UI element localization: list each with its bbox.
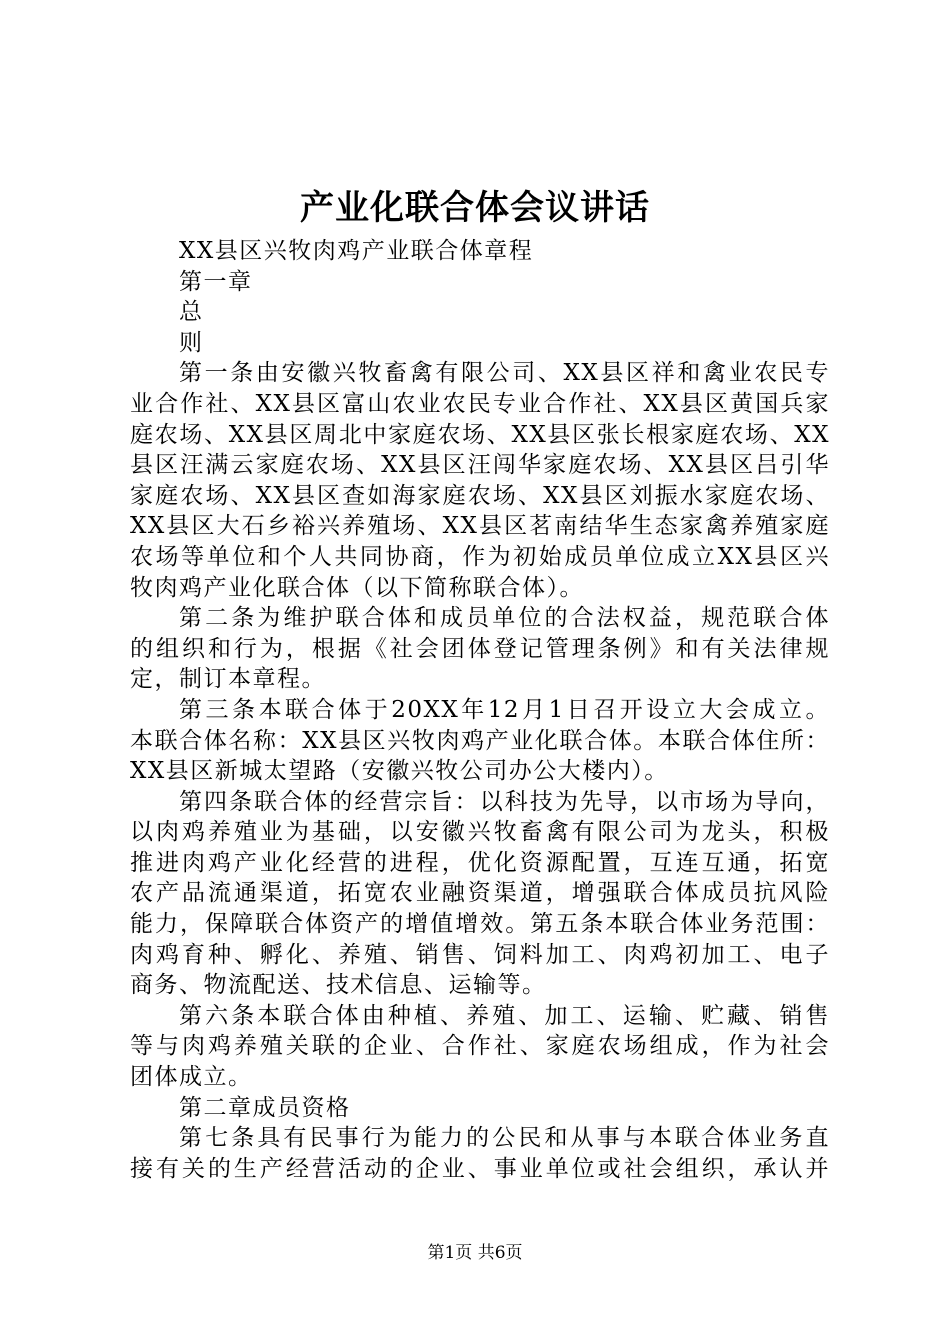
text-line: 第二条为维护联合体和成员单位的合法权益，规范联合体: [179, 605, 830, 632]
page-footer: 第1页 共6页: [427, 1243, 523, 1263]
text-line: 庭农场、XX县区周北中家庭农场、XX县区张长根家庭农场、XX: [130, 421, 830, 448]
text-line: 等与肉鸡养殖关联的企业、合作社、家庭农场组成，作为社会: [130, 1033, 830, 1060]
text-line: 业合作社、XX县区富山农业农民专业合作社、XX县区黄国兵家: [130, 390, 830, 417]
text-line: 商务、物流配送、技术信息、运输等。: [130, 972, 547, 999]
text-line: 第三条本联合体于20XX年12月1日召开设立大会成立。: [179, 696, 830, 723]
text-line: XX县区兴牧肉鸡产业联合体章程: [179, 238, 534, 264]
text-line: 第四条联合体的经营宗旨：以科技为先导，以市场为导向，: [179, 788, 830, 815]
text-line: 总: [179, 299, 204, 326]
document-body: [130, 236, 830, 1184]
text-line: 第一章: [179, 268, 253, 295]
text-line: 团体成立。: [130, 1064, 253, 1091]
text-line: 推进肉鸡产业化经营的进程，优化资源配置，互连互通，拓宽: [130, 849, 830, 876]
document-title: 产业化联合体会议讲话: [300, 188, 650, 228]
text-line: 接有关的生产经营活动的企业、事业单位或社会组织，承认并: [130, 1155, 830, 1182]
text-line: 县区汪满云家庭农场、XX县区汪闯华家庭农场、XX县区吕引华: [130, 452, 830, 479]
text-line: 以肉鸡养殖业为基础，以安徽兴牧畜禽有限公司为龙头，积极: [130, 819, 830, 846]
text-line: 第六条本联合体由种植、养殖、加工、运输、贮藏、销售: [179, 1002, 830, 1029]
text-line: XX县区大石乡裕兴养殖场、XX县区茗南结华生态家禽养殖家庭: [130, 513, 830, 540]
text-line: 则: [179, 329, 204, 356]
text-line: 农场等单位和个人共同协商，作为初始成员单位成立XX县区兴: [130, 543, 830, 570]
text-line: 肉鸡育种、孵化、养殖、销售、饲料加工、肉鸡初加工、电子: [130, 941, 830, 968]
text-line: 第七条具有民事行为能力的公民和从事与本联合体业务直: [179, 1125, 830, 1152]
text-line: 能力，保障联合体资产的增值增效。第五条本联合体业务范围：: [130, 911, 830, 938]
text-line: 家庭农场、XX县区查如海家庭农场、XX县区刘振水家庭农场、: [130, 482, 830, 509]
text-line: 本联合体名称：XX县区兴牧肉鸡产业化联合体。本联合体住所：: [130, 727, 830, 754]
text-line: 牧肉鸡产业化联合体（以下简称联合体）。: [130, 574, 584, 601]
text-line: 的组织和行为，根据《社会团体登记管理条例》和有关法律规: [130, 635, 830, 662]
text-line: 农产品流通渠道，拓宽农业融资渠道，增强联合体成员抗风险: [130, 880, 830, 907]
text-line: 定，制订本章程。: [130, 666, 326, 693]
text-line: 第一条由安徽兴牧畜禽有限公司、XX县区祥和禽业农民专: [179, 360, 830, 387]
text-line: XX县区新城太望路（安徽兴牧公司办公大楼内）。: [130, 758, 669, 785]
text-line: 第二章成员资格: [179, 1094, 351, 1121]
